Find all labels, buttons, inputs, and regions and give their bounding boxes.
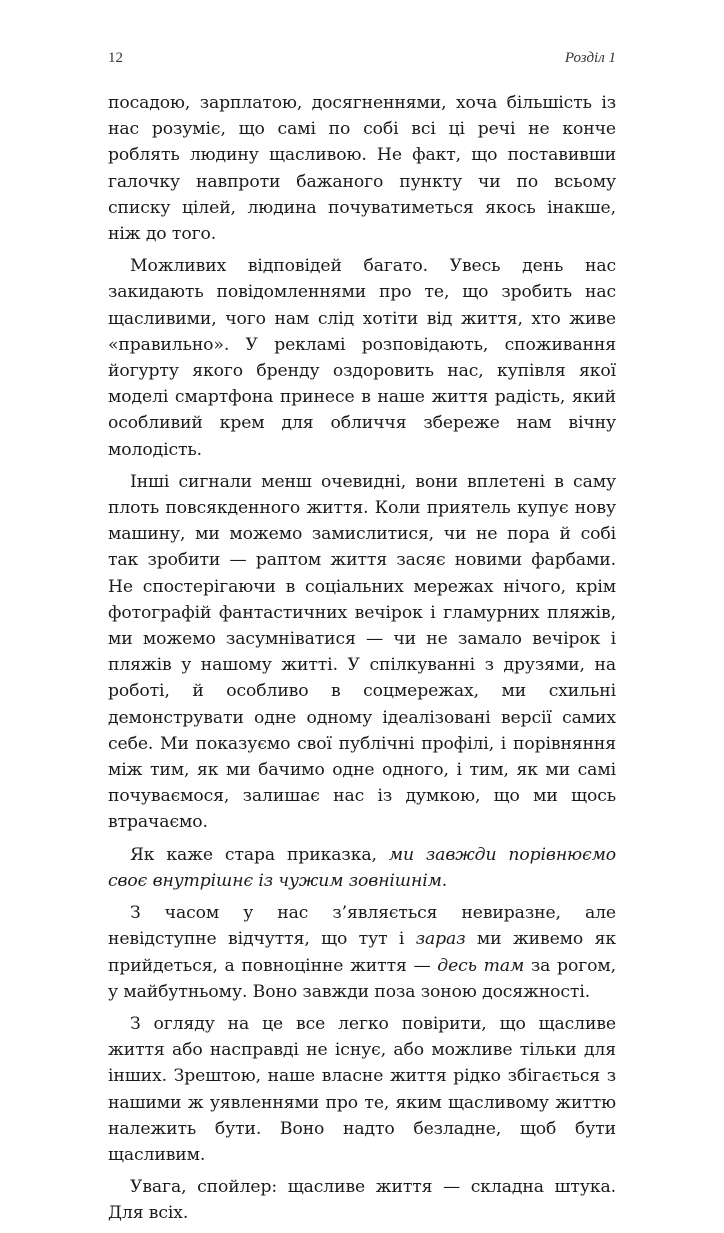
paragraph-5	[108, 900, 616, 1005]
page-header	[108, 50, 616, 74]
paragraph-2: Можливих відповідей багато. Увесь день нас закидають повідомленнями про те, що зробить нас щасливими, чого нам слід хотіти від життя, хто живе «правильно». У рекламі розповідають, споживання йогурту якого бренду оздоровить нас, купівля якої моделі смартфона принесе в наше життя радість, який особливий крем для обличчя збереже нам вічну молодість.	[108, 256, 616, 460]
paragraph-5-text-b: ми живемо як прийдеться, а повноцінне життя —	[108, 929, 616, 976]
paragraph-4-italic-saying: ми завжди порівнюємо своє внутрішнє із чужим зовнішнім	[108, 844, 616, 891]
paragraph-3: Інші сигнали менш очевидні, вони вплетені в саму плоть повсякденного життя. Коли приятель купує нову машину, ми можемо замислитися, чи не пора й собі так зробити — раптом життя засяє новими фарбами. Не спостерігаючи в соціальних мережах нічого, крім фотографій фантастичних вечірок і гламурних пляжів, ми можемо засумніватися — чи не замало вечірок і пляжів у нашому житті. У спілкуванні з друзями, на роботі, й особливо в соцмережах, ми схильні демонструвати одне одному ідеалізовані версії самих себе. Ми показуємо свої публічні профілі, і порівняння між тим, як ми бачимо одне одного, і тим, як ми самі почуваємося, залишає нас із думкою, що ми щось втрачаємо.	[108, 471, 616, 833]
paragraph-5-text-a: З часом у нас з’являється невиразне, але невідступне відчуття, що тут і	[108, 903, 616, 950]
paragraph-5-italic-somewhere: десь там	[437, 955, 525, 976]
paragraph-4-text: Як каже стара приказка,	[130, 844, 389, 865]
paragraph-4-end: .	[441, 870, 448, 891]
paragraph-6: З огляду на це все легко повірити, що щасливе життя або насправді не існує, або можливе тільки для інших. Зрештою, наше власне життя рідко збігається з нашими ж уявленнями про те, яким щасливому життю належить бути. Воно надто безладне, щоб бути щасливим.	[108, 1013, 616, 1165]
page-body	[108, 90, 616, 1233]
paragraph-4	[108, 842, 616, 894]
paragraph-5-italic-now: зараз	[415, 929, 466, 950]
page-number: 12	[108, 50, 123, 66]
chapter-title: Розділ 1	[564, 50, 616, 66]
paragraph-7: Увага, спойлер: щасливе життя — складна штука. Для всіх.	[108, 1177, 616, 1224]
paragraph-5-text-c: за рогом, у майбутньому. Воно завжди поза зоною досяжності.	[108, 955, 616, 1002]
paragraph-1: посадою, зарплатою, досягненнями, хоча більшість із нас розуміє, що самі по собі всі ці речі не конче роблять людину щасливою. Не факт, що поставивши галочку навпроти бажаного пункту чи по всьому списку цілей, людина почуватиметься якось інакше, ніж до того.	[108, 93, 616, 245]
